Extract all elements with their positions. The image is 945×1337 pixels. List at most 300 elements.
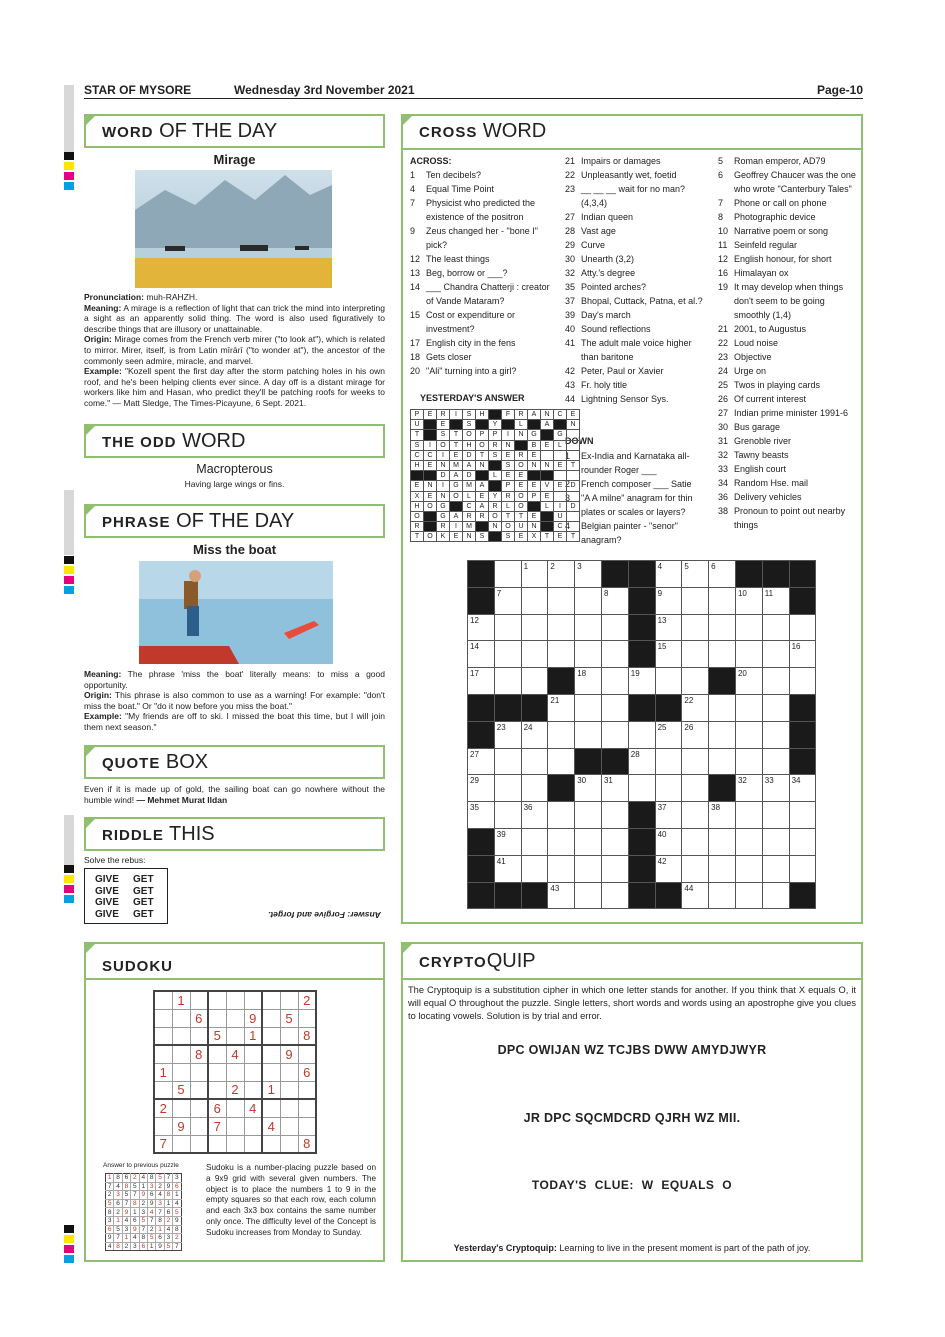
crossword-cell[interactable]: 44 bbox=[682, 882, 709, 909]
sudoku-cell[interactable] bbox=[226, 1063, 244, 1081]
down-clues bbox=[565, 449, 710, 547]
answer-digit: 6 bbox=[106, 1225, 114, 1234]
crossword-cell[interactable] bbox=[735, 614, 762, 641]
sudoku-cell[interactable] bbox=[190, 1027, 208, 1045]
crossword-cell[interactable] bbox=[789, 668, 816, 695]
word-definition: Pronunciation: muh-RAHZH. Meaning: A mirage is a reflection of light that can trick the mind into interpreting a sight as an apparently solid thing. The word is also used figuratively to describe things that are illusory or unattainable. Origin: Mirage comes from the French verb mirer ("to look at"), which is related to mirror. Mirer, itself, is from Latin mīrārī ("to wonder at"), the ancestor of the commonly seen admire, miracle, and marvel. Example: "Kozell spent the first day after the storm patching holes in his own roof, and he's been helping clients ever since. A day off is a distant mirage for workers like him and Hasan, who predict they'll be patching roofs for weeks to come." — Matt Sledge, The Times-Picayune, 6 Sept. 2021. bbox=[84, 292, 385, 408]
sudoku-cell[interactable] bbox=[208, 991, 226, 1009]
crossword-cell[interactable]: 16 bbox=[789, 641, 816, 668]
crossword-cell[interactable] bbox=[709, 882, 736, 909]
answer-cell bbox=[567, 430, 580, 440]
crossword-cell[interactable]: 5 bbox=[682, 561, 709, 588]
sudoku-cell: 8 bbox=[298, 1027, 316, 1045]
crossword-cell[interactable] bbox=[709, 587, 736, 614]
answer-digit: 7 bbox=[147, 1216, 155, 1225]
crossword-cell[interactable] bbox=[601, 882, 628, 909]
answer-cell: R bbox=[515, 410, 528, 420]
reg-yellow bbox=[64, 566, 74, 574]
answer-cell: T bbox=[541, 532, 554, 542]
crossword-cell[interactable]: 34 bbox=[789, 775, 816, 802]
answer-digit: 6 bbox=[114, 1199, 122, 1208]
crossword-cell[interactable]: 1 bbox=[521, 561, 548, 588]
crossword-cell[interactable] bbox=[548, 614, 575, 641]
crossword-cell[interactable]: 42 bbox=[655, 855, 682, 882]
crossword-cell[interactable] bbox=[521, 828, 548, 855]
sudoku-cell[interactable] bbox=[190, 1135, 208, 1153]
sudoku-cell[interactable] bbox=[244, 1045, 262, 1063]
answer-cell bbox=[567, 440, 580, 450]
sudoku-cell[interactable] bbox=[208, 1135, 226, 1153]
crossword-cell[interactable]: 25 bbox=[655, 721, 682, 748]
rebus: GIVE GET GIVE GET GIVE GET GIVE GET bbox=[84, 868, 168, 924]
answer-digit: 1 bbox=[139, 1182, 147, 1191]
answer-cell: I bbox=[437, 450, 450, 460]
crossword-cell[interactable] bbox=[548, 721, 575, 748]
answer-cell bbox=[411, 471, 424, 481]
black-cell bbox=[735, 561, 762, 588]
reg-cyan bbox=[64, 895, 74, 903]
crossword-cell[interactable] bbox=[789, 828, 816, 855]
crossword-cell[interactable] bbox=[682, 828, 709, 855]
sudoku-cell[interactable] bbox=[226, 1009, 244, 1027]
black-cell bbox=[601, 561, 628, 588]
answer-cell: X bbox=[411, 491, 424, 501]
crossword-grid[interactable] bbox=[467, 560, 816, 909]
answer-cell bbox=[450, 420, 463, 430]
answer-cell: O bbox=[515, 491, 528, 501]
crossword-cell[interactable] bbox=[628, 721, 655, 748]
sudoku-cell[interactable] bbox=[208, 1045, 226, 1063]
answer-digit: 8 bbox=[164, 1191, 172, 1200]
clue-item: 2 French composer ___ Satie bbox=[565, 479, 692, 489]
crossword-cell[interactable] bbox=[575, 721, 602, 748]
crossword-cell[interactable] bbox=[548, 748, 575, 775]
crossword-cell[interactable] bbox=[682, 775, 709, 802]
crossword-cell[interactable] bbox=[735, 641, 762, 668]
crossword-cell[interactable] bbox=[789, 802, 816, 829]
answer-cell: G bbox=[528, 430, 541, 440]
black-cell bbox=[548, 668, 575, 695]
crossword-cell[interactable] bbox=[521, 855, 548, 882]
crossword-cell[interactable] bbox=[494, 641, 521, 668]
sudoku-cell[interactable] bbox=[190, 1081, 208, 1099]
crossword-cell[interactable] bbox=[762, 641, 789, 668]
crossword-cell[interactable] bbox=[548, 828, 575, 855]
answer-digit: 2 bbox=[156, 1182, 164, 1191]
black-cell bbox=[494, 694, 521, 721]
sudoku-cell[interactable] bbox=[244, 991, 262, 1009]
crossword-cell[interactable]: 13 bbox=[655, 614, 682, 641]
sudoku-cell[interactable] bbox=[244, 1081, 262, 1099]
crossword-cell[interactable] bbox=[521, 668, 548, 695]
crossword-cell[interactable] bbox=[762, 828, 789, 855]
crossword-cell[interactable] bbox=[521, 614, 548, 641]
crossword-cell[interactable] bbox=[575, 641, 602, 668]
crossword-cell[interactable] bbox=[709, 748, 736, 775]
crossword-cell[interactable] bbox=[628, 775, 655, 802]
crossword-cell[interactable]: 24 bbox=[521, 721, 548, 748]
clue-item: 1 Ex-India and Karnataka all-rounder Roger ___ bbox=[565, 451, 690, 475]
sudoku-cell[interactable] bbox=[262, 1135, 280, 1153]
crossword-cell[interactable] bbox=[762, 748, 789, 775]
sudoku-cell[interactable] bbox=[262, 1045, 280, 1063]
black-cell bbox=[468, 721, 495, 748]
crossword-cell[interactable] bbox=[575, 614, 602, 641]
crossword-cell[interactable]: 12 bbox=[468, 614, 495, 641]
sudoku-cell[interactable] bbox=[154, 1117, 172, 1135]
crossword-cell[interactable] bbox=[601, 641, 628, 668]
crossword-cell[interactable]: 27 bbox=[468, 748, 495, 775]
crossword-cell[interactable]: 37 bbox=[655, 802, 682, 829]
sudoku-cell[interactable] bbox=[244, 1135, 262, 1153]
sudoku-cell[interactable] bbox=[262, 1009, 280, 1027]
crossword-cell[interactable]: 28 bbox=[628, 748, 655, 775]
answer-cell bbox=[502, 420, 515, 430]
answer-digit: 7 bbox=[131, 1191, 139, 1200]
crossword-cell[interactable]: 2 bbox=[548, 561, 575, 588]
answer-digit: 1 bbox=[147, 1242, 155, 1251]
crossword-cell[interactable] bbox=[735, 882, 762, 909]
crossword-cell[interactable] bbox=[548, 855, 575, 882]
crossword-cell[interactable] bbox=[575, 694, 602, 721]
answer-digit: 9 bbox=[173, 1216, 181, 1225]
sudoku-cell: 9 bbox=[280, 1045, 298, 1063]
crossword-cell[interactable]: 8 bbox=[601, 587, 628, 614]
answer-cell: O bbox=[424, 501, 437, 511]
answer-cell: N bbox=[567, 420, 580, 430]
crossword-cell[interactable] bbox=[709, 694, 736, 721]
answer-cell: I bbox=[424, 440, 437, 450]
clue-item: 22 Loud noise bbox=[718, 338, 779, 348]
answer-digit: 3 bbox=[114, 1191, 122, 1200]
answer-digit: 4 bbox=[106, 1242, 114, 1251]
crossword-cell[interactable]: 31 bbox=[601, 775, 628, 802]
crossword-cell[interactable] bbox=[494, 614, 521, 641]
clue-item: 16 Himalayan ox bbox=[718, 268, 789, 278]
sudoku-cell[interactable] bbox=[226, 1117, 244, 1135]
answer-cell: R bbox=[463, 511, 476, 521]
reg-cyan bbox=[64, 1255, 74, 1263]
crossword-cell[interactable] bbox=[762, 802, 789, 829]
sudoku-cell[interactable] bbox=[262, 1027, 280, 1045]
crossword-cell[interactable]: 11 bbox=[762, 587, 789, 614]
sudoku-cell[interactable] bbox=[280, 1063, 298, 1081]
answer-digit: 7 bbox=[173, 1242, 181, 1251]
black-cell bbox=[628, 882, 655, 909]
sudoku-cell[interactable] bbox=[154, 1027, 172, 1045]
crossword-cell[interactable]: 29 bbox=[468, 775, 495, 802]
sudoku-cell[interactable] bbox=[190, 1099, 208, 1117]
crossword-cell[interactable]: 10 bbox=[735, 587, 762, 614]
sudoku-cell[interactable] bbox=[190, 1117, 208, 1135]
answer-cell: E bbox=[515, 532, 528, 542]
answer-cell: U bbox=[411, 420, 424, 430]
answer-cell: E bbox=[515, 471, 528, 481]
sudoku-cell[interactable] bbox=[244, 1117, 262, 1135]
sudoku-cell[interactable] bbox=[154, 1045, 172, 1063]
crossword-cell[interactable]: 41 bbox=[494, 855, 521, 882]
crossword-cell[interactable]: 23 bbox=[494, 721, 521, 748]
answer-cell: E bbox=[502, 471, 515, 481]
crossword-cell[interactable] bbox=[762, 614, 789, 641]
answer-cell: M bbox=[463, 481, 476, 491]
sudoku-cell[interactable] bbox=[244, 1063, 262, 1081]
crossword-cell[interactable] bbox=[575, 587, 602, 614]
sudoku-cell[interactable] bbox=[172, 1135, 190, 1153]
sudoku-cell[interactable] bbox=[190, 991, 208, 1009]
crossword-cell[interactable]: 22 bbox=[682, 694, 709, 721]
crossword-cell[interactable] bbox=[494, 748, 521, 775]
answer-cell: B bbox=[528, 440, 541, 450]
crossword-cell[interactable] bbox=[575, 802, 602, 829]
clue-item: 40 Sound reflections bbox=[565, 324, 651, 334]
crossword-cell[interactable]: 15 bbox=[655, 641, 682, 668]
answer-cell: X bbox=[528, 532, 541, 542]
sudoku-cell[interactable] bbox=[226, 1099, 244, 1117]
page-header bbox=[84, 83, 863, 99]
sudoku-grid[interactable] bbox=[153, 990, 317, 1154]
answer-cell: L bbox=[489, 471, 502, 481]
crossword-cell[interactable] bbox=[762, 694, 789, 721]
sudoku-answer-grid bbox=[105, 1173, 182, 1251]
answer-cell: R bbox=[476, 511, 489, 521]
clue-item: 9 Zeus changed her - "bone I" pick? bbox=[410, 226, 538, 250]
answer-digit: 3 bbox=[164, 1234, 172, 1243]
crossword-cell[interactable] bbox=[735, 828, 762, 855]
answer-digit: 1 bbox=[122, 1234, 130, 1243]
answer-cell: T bbox=[450, 430, 463, 440]
sudoku-cell[interactable] bbox=[280, 1081, 298, 1099]
crossword-cell[interactable] bbox=[548, 802, 575, 829]
crossword-cell[interactable]: 7 bbox=[494, 587, 521, 614]
crossword-cell[interactable]: 26 bbox=[682, 721, 709, 748]
black-cell bbox=[789, 694, 816, 721]
crossword-cell[interactable] bbox=[548, 641, 575, 668]
crossword-cell[interactable] bbox=[655, 748, 682, 775]
crossword-cell[interactable]: 17 bbox=[468, 668, 495, 695]
sudoku-cell[interactable] bbox=[172, 1009, 190, 1027]
crossword-cell[interactable]: 21 bbox=[548, 694, 575, 721]
sudoku-cell[interactable] bbox=[262, 1099, 280, 1117]
sudoku-cell[interactable] bbox=[226, 991, 244, 1009]
crossword-cell[interactable] bbox=[709, 641, 736, 668]
answer-cell: N bbox=[463, 532, 476, 542]
sudoku-cell[interactable] bbox=[262, 1063, 280, 1081]
sudoku-cell: 2 bbox=[154, 1099, 172, 1117]
sudoku-cell[interactable] bbox=[226, 1027, 244, 1045]
answer-cell: P bbox=[476, 430, 489, 440]
crossword-cell[interactable] bbox=[762, 882, 789, 909]
crossword-cell[interactable] bbox=[601, 802, 628, 829]
sudoku-cell[interactable] bbox=[172, 1045, 190, 1063]
crossword-cell[interactable] bbox=[789, 614, 816, 641]
sudoku-cell[interactable] bbox=[298, 1045, 316, 1063]
crossword-cell[interactable] bbox=[682, 748, 709, 775]
answer-cell bbox=[489, 481, 502, 491]
sudoku-cell[interactable] bbox=[154, 991, 172, 1009]
sudoku-cell[interactable] bbox=[298, 1081, 316, 1099]
crossword-cell[interactable]: 19 bbox=[628, 668, 655, 695]
sudoku-cell[interactable] bbox=[208, 1009, 226, 1027]
crossword-cell[interactable]: 32 bbox=[735, 775, 762, 802]
page-number: Page-10 bbox=[816, 83, 863, 97]
answer-cell bbox=[567, 450, 580, 460]
crossword-cell[interactable] bbox=[789, 855, 816, 882]
answer-cell bbox=[424, 420, 437, 430]
answer-cell: M bbox=[463, 522, 476, 532]
crossword-cell[interactable] bbox=[494, 561, 521, 588]
answer-digit: 7 bbox=[106, 1182, 114, 1191]
crossword-cell[interactable] bbox=[601, 721, 628, 748]
sudoku-cell[interactable] bbox=[280, 991, 298, 1009]
sudoku-cell[interactable] bbox=[280, 1117, 298, 1135]
sudoku-cell[interactable] bbox=[298, 1009, 316, 1027]
answer-digit: 3 bbox=[147, 1182, 155, 1191]
sudoku-cell[interactable] bbox=[172, 1063, 190, 1081]
crossword-cell[interactable]: 38 bbox=[709, 802, 736, 829]
crossword-cell[interactable] bbox=[494, 668, 521, 695]
crossword-cell[interactable] bbox=[762, 855, 789, 882]
answer-cell: S bbox=[463, 420, 476, 430]
sudoku-cell[interactable] bbox=[262, 991, 280, 1009]
answer-digit: 7 bbox=[139, 1225, 147, 1234]
reg-black bbox=[64, 1225, 74, 1233]
sudoku-cell: 5 bbox=[280, 1009, 298, 1027]
boat-image bbox=[139, 561, 333, 664]
crossword-cell[interactable] bbox=[494, 802, 521, 829]
sudoku-cell: 4 bbox=[262, 1117, 280, 1135]
reg-magenta bbox=[64, 1245, 74, 1253]
answer-cell: S bbox=[411, 440, 424, 450]
sudoku-cell[interactable] bbox=[154, 1081, 172, 1099]
sudoku-cell[interactable] bbox=[172, 1027, 190, 1045]
crossword-cell[interactable]: 14 bbox=[468, 641, 495, 668]
crossword-cell[interactable] bbox=[521, 641, 548, 668]
crossword-cell[interactable] bbox=[601, 855, 628, 882]
sudoku-description: Sudoku is a number-placing puzzle based on a 9x9 grid with several given numbers. The object is to place the numbers 1 to 9 in the empty squares so that each row, each column and each 3x3 box contains the same number only once. The difficulty level of the Concept is Sudoku increases from Monday to Sunday. bbox=[206, 1163, 376, 1237]
sudoku-cell[interactable] bbox=[298, 1117, 316, 1135]
sudoku-cell[interactable] bbox=[226, 1135, 244, 1153]
crossword-cell[interactable]: 18 bbox=[575, 668, 602, 695]
clue-item: 30 Bus garage bbox=[718, 422, 781, 432]
down-clues-2 bbox=[718, 154, 860, 532]
sudoku-cell: 9 bbox=[244, 1009, 262, 1027]
crossword-cell[interactable]: 40 bbox=[655, 828, 682, 855]
crossword-cell[interactable]: 43 bbox=[548, 882, 575, 909]
crossword-cell[interactable] bbox=[735, 721, 762, 748]
crossword-cell[interactable] bbox=[575, 882, 602, 909]
answer-cell: E bbox=[424, 460, 437, 470]
clue-item: 35 Pointed arches? bbox=[565, 282, 647, 292]
crossword-cell[interactable]: 36 bbox=[521, 802, 548, 829]
black-cell bbox=[628, 561, 655, 588]
quote-text: Even if it is made up of gold, the sailing boat can go nowhere without the humble wind! — Mehmet Murat Ildan bbox=[84, 784, 385, 805]
sudoku-cell[interactable] bbox=[190, 1063, 208, 1081]
sudoku-cell: 7 bbox=[208, 1117, 226, 1135]
sudoku-cell[interactable] bbox=[172, 1099, 190, 1117]
crossword-cell[interactable]: 3 bbox=[575, 561, 602, 588]
crossword-cell[interactable] bbox=[735, 694, 762, 721]
crossword-cell[interactable] bbox=[682, 802, 709, 829]
crossword-cell[interactable] bbox=[762, 721, 789, 748]
crossword-cell[interactable] bbox=[709, 721, 736, 748]
crossword-cell[interactable] bbox=[601, 614, 628, 641]
sudoku-cell[interactable] bbox=[298, 1099, 316, 1117]
crossword-cell[interactable]: 30 bbox=[575, 775, 602, 802]
crossword-cell[interactable]: 4 bbox=[655, 561, 682, 588]
crossword-cell[interactable] bbox=[521, 775, 548, 802]
sudoku-cell[interactable] bbox=[208, 1081, 226, 1099]
crossword-cell[interactable] bbox=[575, 828, 602, 855]
answer-digit: 4 bbox=[122, 1216, 130, 1225]
answer-cell bbox=[528, 420, 541, 430]
yesterday-answer-title: YESTERDAY'S ANSWER bbox=[420, 393, 525, 403]
crossword-cell[interactable] bbox=[682, 641, 709, 668]
crossword-cell[interactable] bbox=[709, 614, 736, 641]
black-cell bbox=[655, 882, 682, 909]
crossword-cell[interactable] bbox=[682, 668, 709, 695]
sudoku-cell[interactable] bbox=[208, 1063, 226, 1081]
clue-item: 14 ___ Chandra Chatterji : creator of Vande Mataram? bbox=[410, 282, 550, 306]
crossword-cell[interactable] bbox=[548, 587, 575, 614]
crossword-cell[interactable] bbox=[735, 855, 762, 882]
answer-cell: E bbox=[541, 491, 554, 501]
answer-cell: N bbox=[437, 460, 450, 470]
answer-cell: E bbox=[437, 420, 450, 430]
crossword-cell[interactable] bbox=[735, 748, 762, 775]
reg-magenta bbox=[64, 576, 74, 584]
crossword-cell[interactable]: 39 bbox=[494, 828, 521, 855]
crossword-cell[interactable] bbox=[575, 855, 602, 882]
crossword-cell[interactable] bbox=[521, 748, 548, 775]
crossword-cell[interactable] bbox=[735, 802, 762, 829]
crossword-cell[interactable]: 33 bbox=[762, 775, 789, 802]
answer-cell bbox=[541, 471, 554, 481]
crossword-cell[interactable] bbox=[762, 668, 789, 695]
answer-cell: E bbox=[515, 481, 528, 491]
crossword-cell[interactable] bbox=[494, 775, 521, 802]
black-cell bbox=[575, 748, 602, 775]
answer-cell: Y bbox=[489, 420, 502, 430]
answer-digit: 5 bbox=[173, 1208, 181, 1217]
crossword-cell[interactable] bbox=[601, 668, 628, 695]
crossword-cell[interactable]: 20 bbox=[735, 668, 762, 695]
crossword-cell[interactable] bbox=[601, 694, 628, 721]
crossword-cell[interactable] bbox=[655, 668, 682, 695]
crossword-cell[interactable] bbox=[709, 855, 736, 882]
sudoku-cell[interactable] bbox=[280, 1027, 298, 1045]
answer-cell: R bbox=[515, 450, 528, 460]
crossword-cell[interactable] bbox=[682, 855, 709, 882]
crossword-cell[interactable] bbox=[682, 614, 709, 641]
crossword-cell[interactable] bbox=[521, 587, 548, 614]
crossword-cell[interactable] bbox=[709, 828, 736, 855]
answer-digit: 4 bbox=[147, 1208, 155, 1217]
sudoku-cell[interactable] bbox=[280, 1135, 298, 1153]
answer-cell: I bbox=[437, 481, 450, 491]
margin-bar bbox=[64, 815, 74, 865]
crossword-cell[interactable] bbox=[601, 828, 628, 855]
crossword-cell[interactable] bbox=[655, 775, 682, 802]
answer-digit: 9 bbox=[164, 1182, 172, 1191]
crossword-cell[interactable] bbox=[682, 587, 709, 614]
sudoku-cell[interactable] bbox=[280, 1099, 298, 1117]
crossword-cell[interactable]: 6 bbox=[709, 561, 736, 588]
answer-cell bbox=[554, 420, 567, 430]
crossword-cell[interactable]: 9 bbox=[655, 587, 682, 614]
sudoku-cell[interactable] bbox=[154, 1009, 172, 1027]
crossword-cell[interactable]: 35 bbox=[468, 802, 495, 829]
